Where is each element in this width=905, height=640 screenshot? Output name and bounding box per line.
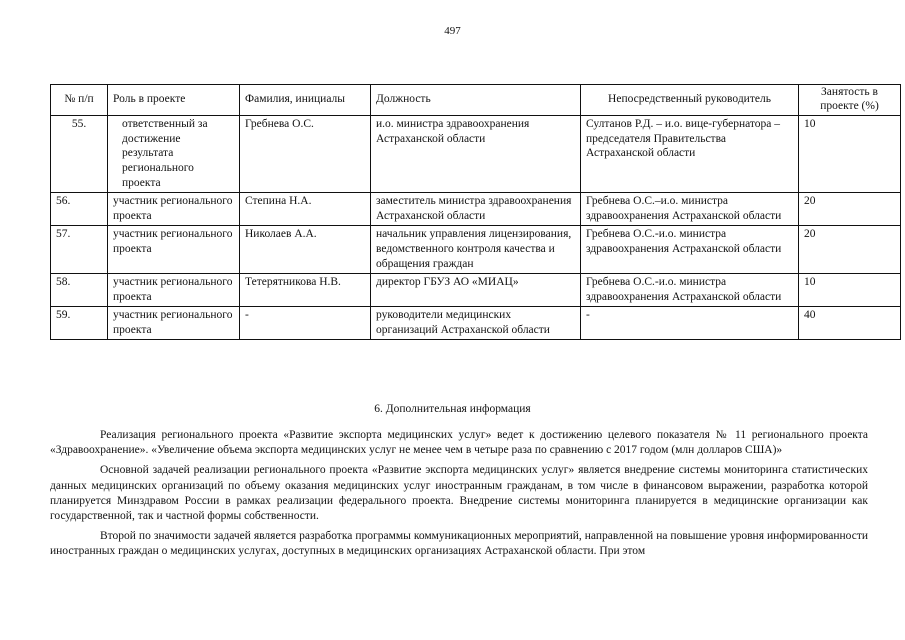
cell-position: руководители медицинских организаций Астраханской области (371, 306, 581, 339)
paragraph: Второй по значимости задачей является разработка программы коммуникационных мероприятий, направленной на повышение уровня информированности иностранных граждан о медицинских услугах, доступных в медицинских организациях Астраханской области. При этом (50, 530, 868, 558)
cell-num: 57. (51, 226, 108, 274)
cell-supervisor: Гребнева О.С.-и.о. министра здравоохранения Астраханской области (581, 273, 799, 306)
cell-role: участник регионального проекта (108, 306, 240, 339)
cell-position: и.о. министра здравоохранения Астраханской области (371, 115, 581, 193)
header-num: № п/п (51, 85, 108, 116)
header-load: Занятость в проекте (%) (799, 85, 901, 116)
header-supervisor: Непосредственный руководитель (581, 85, 799, 116)
cell-position: начальник управления лицензирования, ведомственного контроля качества и обращения граждан (371, 226, 581, 274)
header-name: Фамилия, инициалы (240, 85, 371, 116)
cell-role: участник регионального проекта (108, 226, 240, 274)
cell-supervisor: Гребнева О.С.–и.о. министра здравоохранения Астраханской области (581, 193, 799, 226)
cell-load: 20 (799, 193, 901, 226)
section-title: 6. Дополнительная информация (374, 403, 531, 415)
table-row (51, 273, 901, 306)
cell-name: Николаев А.А. (240, 226, 371, 274)
project-team-table (50, 84, 901, 340)
cell-load: 10 (799, 115, 901, 193)
section-body (50, 428, 868, 564)
table-row (51, 306, 901, 339)
cell-name: Гребнева О.С. (240, 115, 371, 193)
paragraph: Реализация регионального проекта «Развитие экспорта медицинских услуг» ведет к достижению целевого показателя № 11 регионального проекта «Здравоохранение». «Увеличение объема экспорта медицинских услуг не менее чем в четыре раза по сравнению с 2017 годом (млн долларов США)» (50, 429, 868, 457)
cell-role: ответственный за достижение результата регионального проекта (108, 115, 240, 193)
cell-load: 20 (799, 226, 901, 274)
cell-role: участник регионального проекта (108, 273, 240, 306)
cell-supervisor: - (581, 306, 799, 339)
page-number: 497 (444, 25, 461, 37)
cell-num: 56. (51, 193, 108, 226)
cell-supervisor: Гребнева О.С.-и.о. министра здравоохранения Астраханской области (581, 226, 799, 274)
cell-name: - (240, 306, 371, 339)
table-row (51, 115, 901, 193)
cell-load: 10 (799, 273, 901, 306)
cell-num: 59. (51, 306, 108, 339)
table-row (51, 226, 901, 274)
header-role: Роль в проекте (108, 85, 240, 116)
cell-supervisor: Султанов Р.Д. – и.о. вице-губернатора – председателя Правительства Астраханской области (581, 115, 799, 193)
table-row (51, 193, 901, 226)
cell-num: 58. (51, 273, 108, 306)
cell-role: участник регионального проекта (108, 193, 240, 226)
cell-position: заместитель министра здравоохранения Астраханской области (371, 193, 581, 226)
cell-num: 55. (51, 115, 108, 193)
header-position: Должность (371, 85, 581, 116)
cell-name: Степина Н.А. (240, 193, 371, 226)
table-header-row (51, 85, 901, 116)
cell-load: 40 (799, 306, 901, 339)
cell-position: директор ГБУЗ АО «МИАЦ» (371, 273, 581, 306)
paragraph: Основной задачей реализации регионального проекта «Развитие экспорта медицинских услуг» является внедрение системы мониторинга статистических данных медицинских организаций по объему оказания медицинских услуг иностранным гражданам, в том числе в финансовом выражении, разработка которой планируется Минздравом России в рамках реализации федерального проекта. Внедрение системы мониторинга планируется в медицинские организации как государственной, так и частной формы собственности. (50, 464, 868, 522)
cell-name: Тетерятникова Н.В. (240, 273, 371, 306)
